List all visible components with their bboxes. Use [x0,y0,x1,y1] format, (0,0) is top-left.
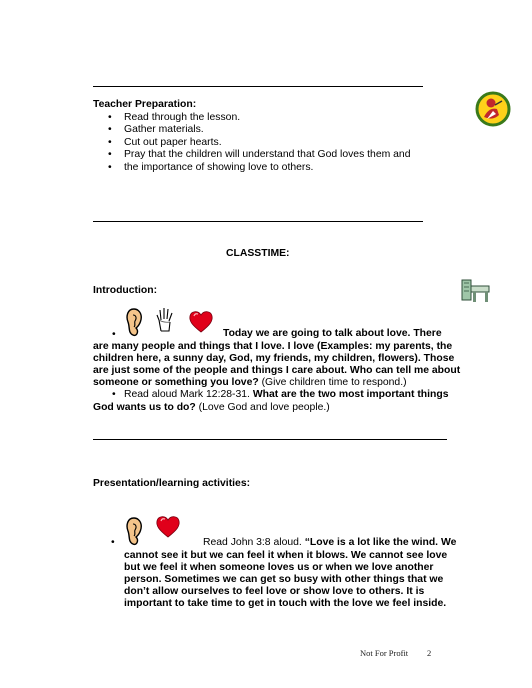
intro-text: Read aloud Mark 12:28-31. [124,389,253,400]
intro-text: (Give children time to respond.) [258,377,407,388]
intro-line-1 [223,328,442,341]
footer-text: Not For Profit [360,648,409,658]
presentation-line-1 [203,537,456,550]
list-item: • Read through the lesson. [93,112,433,125]
ear-icon [124,516,144,546]
page-number: 2 [427,648,432,658]
divider-after-prep [93,221,423,222]
bullet: • [112,329,116,340]
teacher-prep-list [93,112,433,175]
bullet: • [111,537,115,548]
ear-icon [124,307,144,337]
list-item-continuation [93,162,433,175]
intro-text: are many people and things that I love. I love (Examples: my parents, the [93,341,453,352]
intro-p2-line-2 [93,402,330,415]
teacher-prep-heading: Teacher Preparation: [93,99,197,110]
intro-text: are just some of the people and things I care about. Who can tell me about [93,365,461,376]
teacher-prep-section [93,99,433,175]
introduction-heading: Introduction: [93,285,158,296]
intro-text: God wants us to do? [93,402,196,413]
divider-top [93,86,423,87]
list-item: • Cut out paper hearts. [93,137,433,150]
presentation-line-4: person. Sometimes we can get so busy with other things that we [124,574,444,585]
intro-text: children here, a sunny day, God, my friends, my children, flowers). Those [93,353,455,364]
heart-icon [188,310,214,334]
list-item: • Gather materials. [93,124,433,137]
presentation-line-6: important to take time to get in touch with the love we feel inside. [124,598,447,609]
hand-icon [155,307,175,333]
presentation-heading: Presentation/learning activities: [93,478,251,489]
divider-after-intro [93,439,447,440]
intro-text: Today we are going to talk about love. There [223,328,442,339]
intro-p2-line-1 [124,389,449,402]
presentation-text: Read John 3:8 aloud. [203,537,305,548]
heart-icon [155,515,181,539]
intro-text: someone or something you love? [93,377,259,388]
presentation-line-3: but we feel it when someone loves us or when we love another [124,562,434,573]
classtime-title: CLASSTIME: [226,248,290,259]
presentation-line-5: don’t allow ourselves to feel love or show love to others. It is [124,586,425,597]
teacher-badge-icon [475,91,511,127]
intro-text: What are the two most important things [252,389,449,400]
presentation-line-2: cannot see it but we can feel it when it blows. We cannot see love [124,550,448,561]
presentation-text: “Love is a lot like the wind. We [304,537,457,548]
bullet: • [112,389,116,400]
intro-line-5 [93,377,407,390]
intro-line-3 [93,353,454,366]
intro-line-4 [93,365,460,378]
list-item: • Pray that the children will understand that God loves them and [93,149,433,162]
list-item-continuation-text: the importance of showing love to others. [124,161,314,173]
intro-line-2 [93,341,452,354]
classroom-desk-icon [459,277,493,305]
intro-text: (Love God and love people.) [195,402,330,413]
